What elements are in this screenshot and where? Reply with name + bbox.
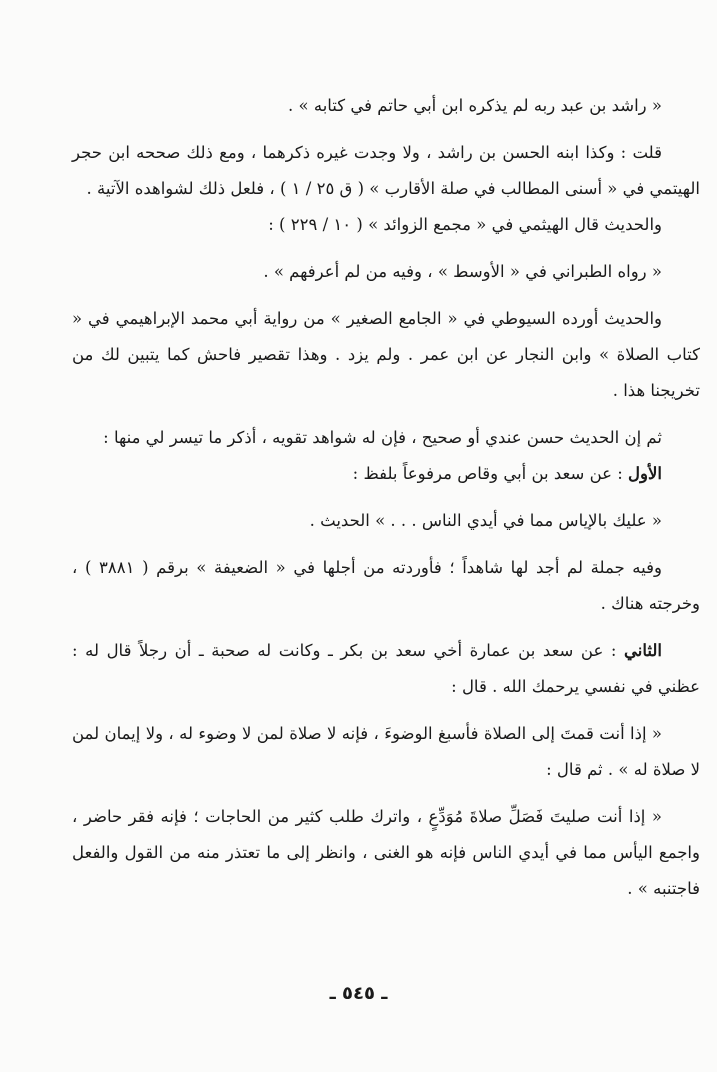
paragraph-quote-iyas: « عليك بالإياس مما في أيدي الناس . . . » الحديث . xyxy=(309,511,662,530)
page-number: ـ ٥٤٥ ـ xyxy=(329,983,388,1004)
paragraph-quote-rashid: « راشد بن عبد ربه لم يذكره ابن أبي حاتم في كتابه » . xyxy=(288,96,662,115)
paragraph-comment-hasan: قلت : وكذا ابنه الحسن بن راشد ، ولا وجدت غيره ذكرهما ، ومع ذلك صححه ابن حجر الهيتمي في « أسنى المطالب في صلة الأقارب » ( ق ٢٥ / ١ ) ، فلعل ذلك لشواهده الآتية . xyxy=(72,143,700,198)
paragraph-shawahid: ثم إن الحديث حسن عندي أو صحيح ، فإن له شواهد تقويه ، أذكر ما تيسر لي منها : xyxy=(103,428,662,447)
second-witness-label: الثاني xyxy=(624,641,662,660)
paragraph-first-witness xyxy=(72,456,700,492)
second-witness-text: : عن سعد بن عمارة أخي سعد بن بكر ـ وكانت له صحبة ـ أن رجلاً قال له : عظني في نفسي يرحمك الله . قال : xyxy=(72,641,700,696)
first-witness-text: : عن سعد بن أبي وقاص مرفوعاً بلفظ : xyxy=(352,464,629,483)
document-body xyxy=(72,88,700,907)
paragraph-second-witness xyxy=(72,633,700,705)
paragraph-suyuti: والحديث أورده السيوطي في « الجامع الصغير » من رواية أبي محمد الإبراهيمي في « كتاب الصلاة » وابن النجار عن ابن عمر . ولم يزد . وهذا تقصير فاحش كما يتبين لك من تخريجنا هذا . xyxy=(72,309,700,400)
first-witness-label: الأول xyxy=(628,464,662,483)
paragraph-quote-tabarani: « رواه الطبراني في « الأوسط » ، وفيه من لم أعرفهم » . xyxy=(263,262,662,281)
paragraph-quote-wudu: « إذا أنت قمتَ إلى الصلاة فأسبغ الوضوءَ ، فإنه لا صلاة لمن لا وضوء له ، ولا إيمان لمن لا صلاة له » . ثم قال : xyxy=(72,724,700,779)
paragraph-daifa: وفيه جملة لم أجد لها شاهداً ؛ فأوردته من أجلها في « الضعيفة » برقم ( ٣٨٨١ ) ، وخرجته هناك . xyxy=(72,558,700,613)
paragraph-haythami: والحديث قال الهيثمي في « مجمع الزوائد » ( ١٠ / ٢٢٩ ) : xyxy=(268,215,662,234)
paragraph-quote-salat-muwaddi: « إذا أنت صليتَ فَصَلِّ صلاةَ مُوَدِّعٍ ، واترك طلب كثير من الحاجات ؛ فإنه فقر حاضر ، واجمع اليأس مما في أيدي الناس فإنه هو الغنى ، وانظر إلى ما تعتذر منه من القول والفعل فاجتنبه » . xyxy=(72,807,700,898)
